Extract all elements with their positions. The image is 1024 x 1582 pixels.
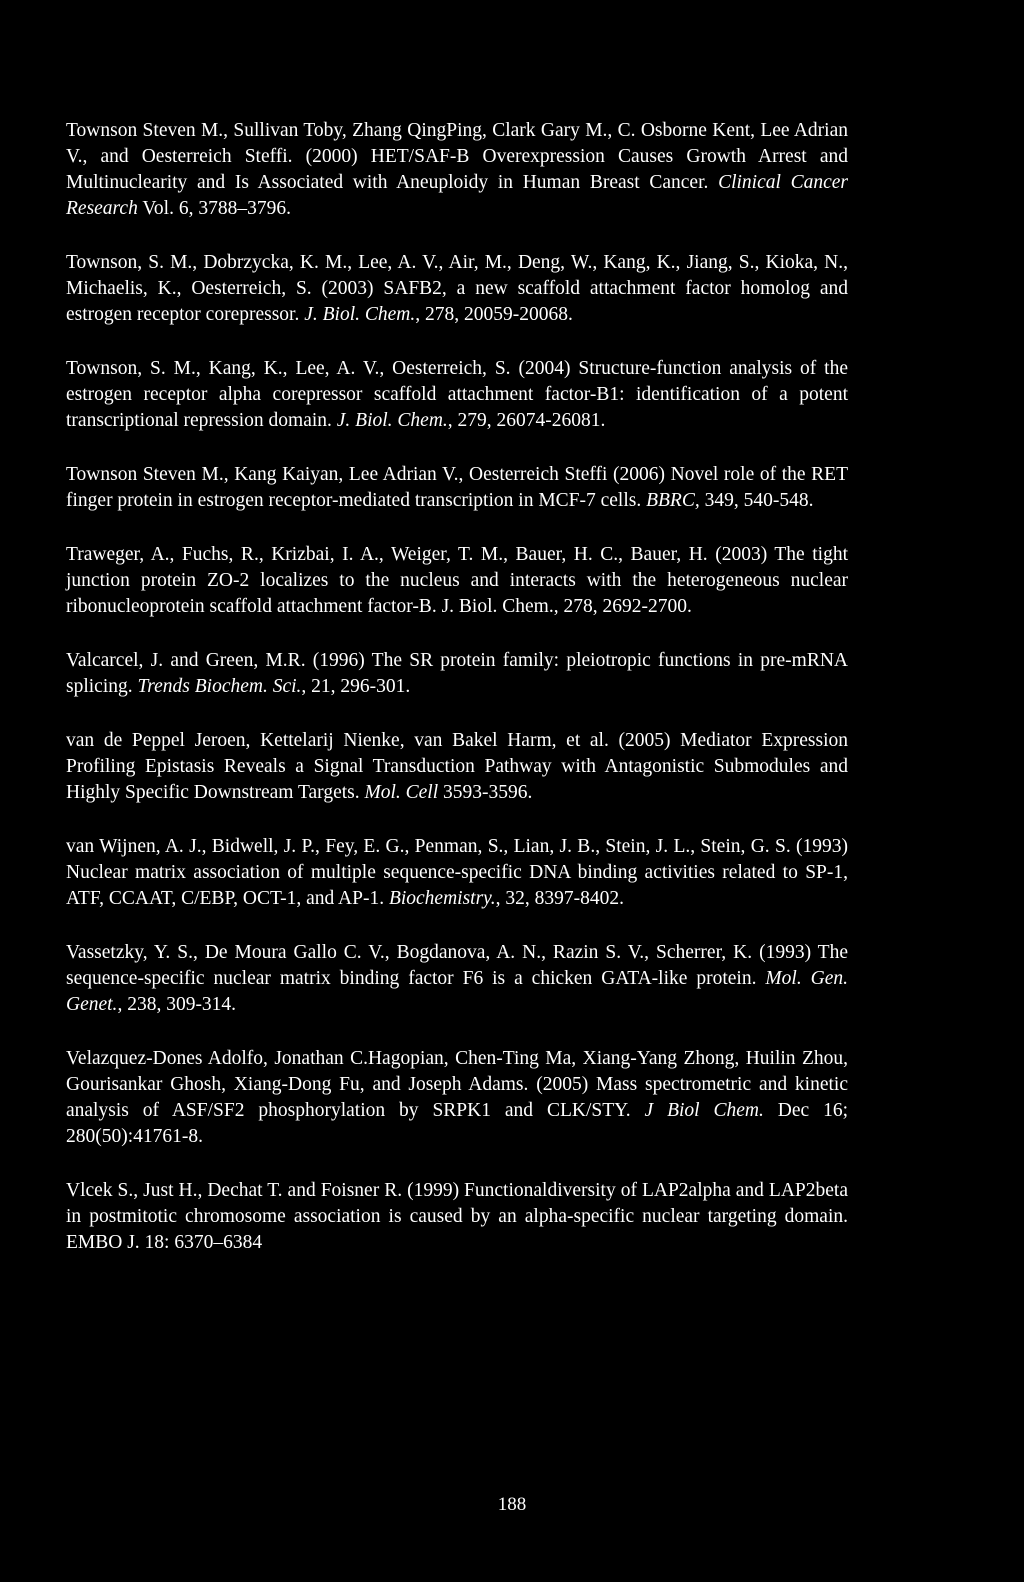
journal-title: Mol. Gen. Genet. (66, 968, 848, 1015)
reference-entry (66, 834, 848, 912)
reference-entry (66, 940, 848, 1018)
reference-text: Vlcek S., Just H., Dechat T. and Foisner R. (1999) Functionaldiversity of LAP2alpha and LAP2beta in postmitotic chromosome association is caused by an alpha-specific nuclear targeting domain. EMBO J. 18: 6370–6384 (66, 1180, 848, 1253)
reference-text: Townson Steven M., Kang Kaiyan, Lee Adrian V., Oesterreich Steffi (2006) Novel role of the RET finger protein in estrogen receptor-mediated transcription in MCF-7 cells. (66, 464, 848, 511)
reference-text: van de Peppel Jeroen, Kettelarij Nienke, van Bakel Harm, et al. (2005) Mediator Expression Profiling Epistasis Reveals a Signal Transduction Pathway with Antagonistic Submodules and Highly Specific Downstream Targets. (66, 730, 848, 803)
reference-citation: , 21, 296-301. (301, 676, 411, 697)
reference-text: Vassetzky, Y. S., De Moura Gallo C. V., Bogdanova, A. N., Razin S. V., Scherrer, K. (1993) The sequence-specific nuclear matrix binding factor F6 is a chicken GATA-like protein. (66, 942, 848, 989)
reference-entry (66, 462, 848, 514)
reference-text: Townson, S. M., Dobrzycka, K. M., Lee, A. V., Air, M., Deng, W., Kang, K., Jiang, S., Kioka, N., Michaelis, K., Oesterreich, S. (2003) SAFB2, a new scaffold attachment factor homolog and estrogen receptor corepressor. (66, 252, 848, 325)
reference-entry (66, 648, 848, 700)
journal-title: Biochemistry. (388, 888, 496, 909)
reference-entry (66, 1046, 848, 1150)
reference-text: Townson Steven M., Sullivan Toby, Zhang QingPing, Clark Gary M., C. Osborne Kent, Lee Adrian V., and Oesterreich Steffi. (2000) HET/SAF-B Overexpression Causes Growth Arrest and Multinuclearity and Is Associated with Aneuploidy in Human Breast Cancer. (66, 120, 848, 193)
reference-entry (66, 356, 848, 434)
journal-title: J Biol Chem. (644, 1100, 764, 1121)
journal-title: Mol. Cell (364, 782, 439, 803)
journal-title: Trends Biochem. Sci. (137, 676, 302, 697)
reference-entry (66, 542, 848, 620)
journal-title: J. Biol. Chem. (304, 304, 416, 325)
reference-citation: 349, 540-548. (699, 490, 814, 511)
reference-citation: Dec 16; 280(50):41761-8. (66, 1100, 849, 1147)
page-number: 188 (497, 1494, 527, 1515)
reference-entry (66, 728, 848, 806)
reference-citation: , 279, 26074-26081. (447, 410, 606, 431)
reference-citation: , 238, 309-314. (117, 994, 237, 1015)
reference-entry (66, 250, 848, 328)
journal-title: Clinical Cancer Research (66, 172, 848, 219)
reference-text: Valcarcel, J. and Green, M.R. (1996) The SR protein family: pleiotropic functions in pre-mRNA splicing. (66, 650, 848, 697)
reference-citation: , 32, 8397-8402. (495, 888, 625, 909)
reference-citation: 3593-3596. (438, 782, 533, 803)
reference-text: Townson, S. M., Kang, K., Lee, A. V., Oesterreich, S. (2004) Structure-function analysis of the estrogen receptor alpha corepressor scaffold attachment factor-B1: identification of a potent transcriptional repression domain. (66, 358, 848, 431)
reference-text: van Wijnen, A. J., Bidwell, J. P., Fey, E. G., Penman, S., Lian, J. B., Stein, J. L., Stein, G. S. (1993) Nuclear matrix association of multiple sequence-specific DNA binding activities related to SP-1, ATF, CCAAT, C/EBP, OCT-1, and AP-1. (66, 836, 848, 909)
journal-title: BBRC, (646, 490, 700, 511)
reference-text: Velazquez-Dones Adolfo, Jonathan C.Hagopian, Chen-Ting Ma, Xiang-Yang Zhong, Huilin Zhou, Gourisankar Ghosh, Xiang-Dong Fu, and Joseph Adams. (2005) Mass spectrometric and kinetic analysis of ASF/SF2 phosphorylation by SRPK1 and CLK/STY. (66, 1048, 848, 1121)
reference-entry (66, 118, 848, 222)
reference-entry (66, 1178, 848, 1256)
reference-list (66, 118, 848, 1284)
reference-citation: Vol. 6, 3788–3796. (137, 198, 291, 219)
reference-text: Traweger, A., Fuchs, R., Krizbai, I. A., Weiger, T. M., Bauer, H. C., Bauer, H. (2003) The tight junction protein ZO-2 localizes to the nucleus and interacts with the heterogeneous nuclear ribonucleoprotein scaffold attachment factor-B. J. Biol. Chem., 278, 2692-2700. (66, 544, 848, 617)
journal-title: J. Biol. Chem. (336, 410, 448, 431)
reference-citation: , 278, 20059-20068. (415, 304, 573, 325)
